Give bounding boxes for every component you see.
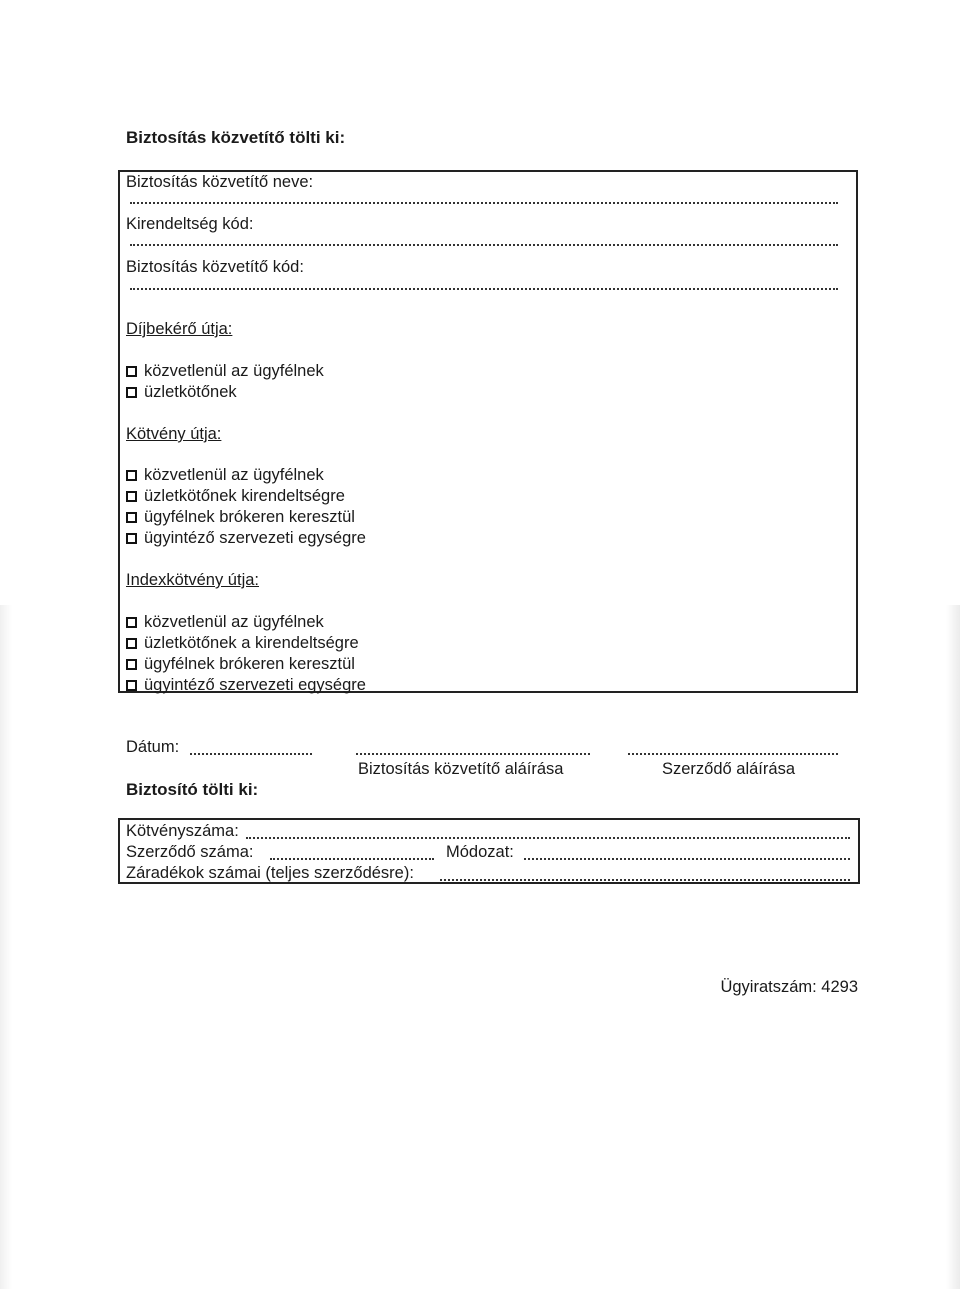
clauses-label: Záradékok számai (teljes szerződésre): [126, 864, 414, 882]
broker-signature-label: Biztosítás közvetítő aláírása [358, 760, 564, 778]
policy-number-label: Kötvényszáma: [126, 822, 239, 840]
checkbox-icon[interactable] [126, 491, 137, 502]
checkbox-icon[interactable] [126, 638, 137, 649]
clauses-field[interactable] [440, 877, 850, 881]
contractor-signature-field[interactable] [628, 751, 838, 755]
broker-name-field[interactable] [130, 200, 838, 204]
date-field[interactable] [190, 751, 312, 755]
index-policy-title: Indexkötvény útja: [126, 571, 259, 589]
contract-number-label: Szerződő száma: [126, 843, 254, 861]
index-option-broker[interactable]: ügyfélnek brókeren keresztül [126, 655, 355, 674]
policy-option-unit[interactable]: ügyintéző szervezeti egységre [126, 529, 366, 548]
checkbox-icon[interactable] [126, 533, 137, 544]
policy-route-title: Kötvény útja: [126, 425, 222, 443]
policy-option-branch[interactable]: üzletkötőnek kirendeltségre [126, 487, 345, 506]
premium-option-direct[interactable]: közvetlenül az ügyfélnek [126, 362, 324, 381]
broker-code-field[interactable] [130, 286, 838, 290]
checkbox-icon[interactable] [126, 680, 137, 691]
scan-edge-right [946, 605, 960, 1289]
checkbox-icon[interactable] [126, 617, 137, 628]
broker-code-label: Biztosítás közvetítő kód: [126, 258, 304, 276]
premium-notice-title: Díjbekérő útja: [126, 320, 233, 338]
branch-code-field[interactable] [130, 242, 838, 246]
file-number: Ügyiratszám: 4293 [720, 978, 858, 996]
index-option-direct[interactable]: közvetlenül az ügyfélnek [126, 613, 324, 632]
branch-code-label: Kirendeltség kód: [126, 215, 254, 233]
checkbox-icon[interactable] [126, 387, 137, 398]
mode-field[interactable] [524, 856, 850, 860]
broker-name-label: Biztosítás közvetítő neve: [126, 173, 314, 191]
broker-signature-field[interactable] [356, 751, 590, 755]
policy-option-direct[interactable]: közvetlenül az ügyfélnek [126, 466, 324, 485]
contract-number-field[interactable] [270, 856, 434, 860]
date-label: Dátum: [126, 738, 180, 756]
checkbox-icon[interactable] [126, 659, 137, 670]
premium-option-agent[interactable]: üzletkötőnek [126, 383, 237, 402]
policy-number-field[interactable] [246, 835, 850, 839]
insurer-section-heading: Biztosító tölti ki: [126, 780, 259, 799]
mode-label: Módozat: [446, 843, 514, 861]
broker-section-heading: Biztosítás közvetítő tölti ki: [126, 128, 346, 147]
policy-option-broker[interactable]: ügyfélnek brókeren keresztül [126, 508, 355, 527]
checkbox-icon[interactable] [126, 512, 137, 523]
scan-edge-left [0, 605, 12, 1289]
checkbox-icon[interactable] [126, 366, 137, 377]
index-option-branch[interactable]: üzletkötőnek a kirendeltségre [126, 634, 359, 653]
checkbox-icon[interactable] [126, 470, 137, 481]
index-option-unit[interactable]: ügyintéző szervezeti egységre [126, 676, 366, 695]
contractor-signature-label: Szerződő aláírása [662, 760, 795, 778]
